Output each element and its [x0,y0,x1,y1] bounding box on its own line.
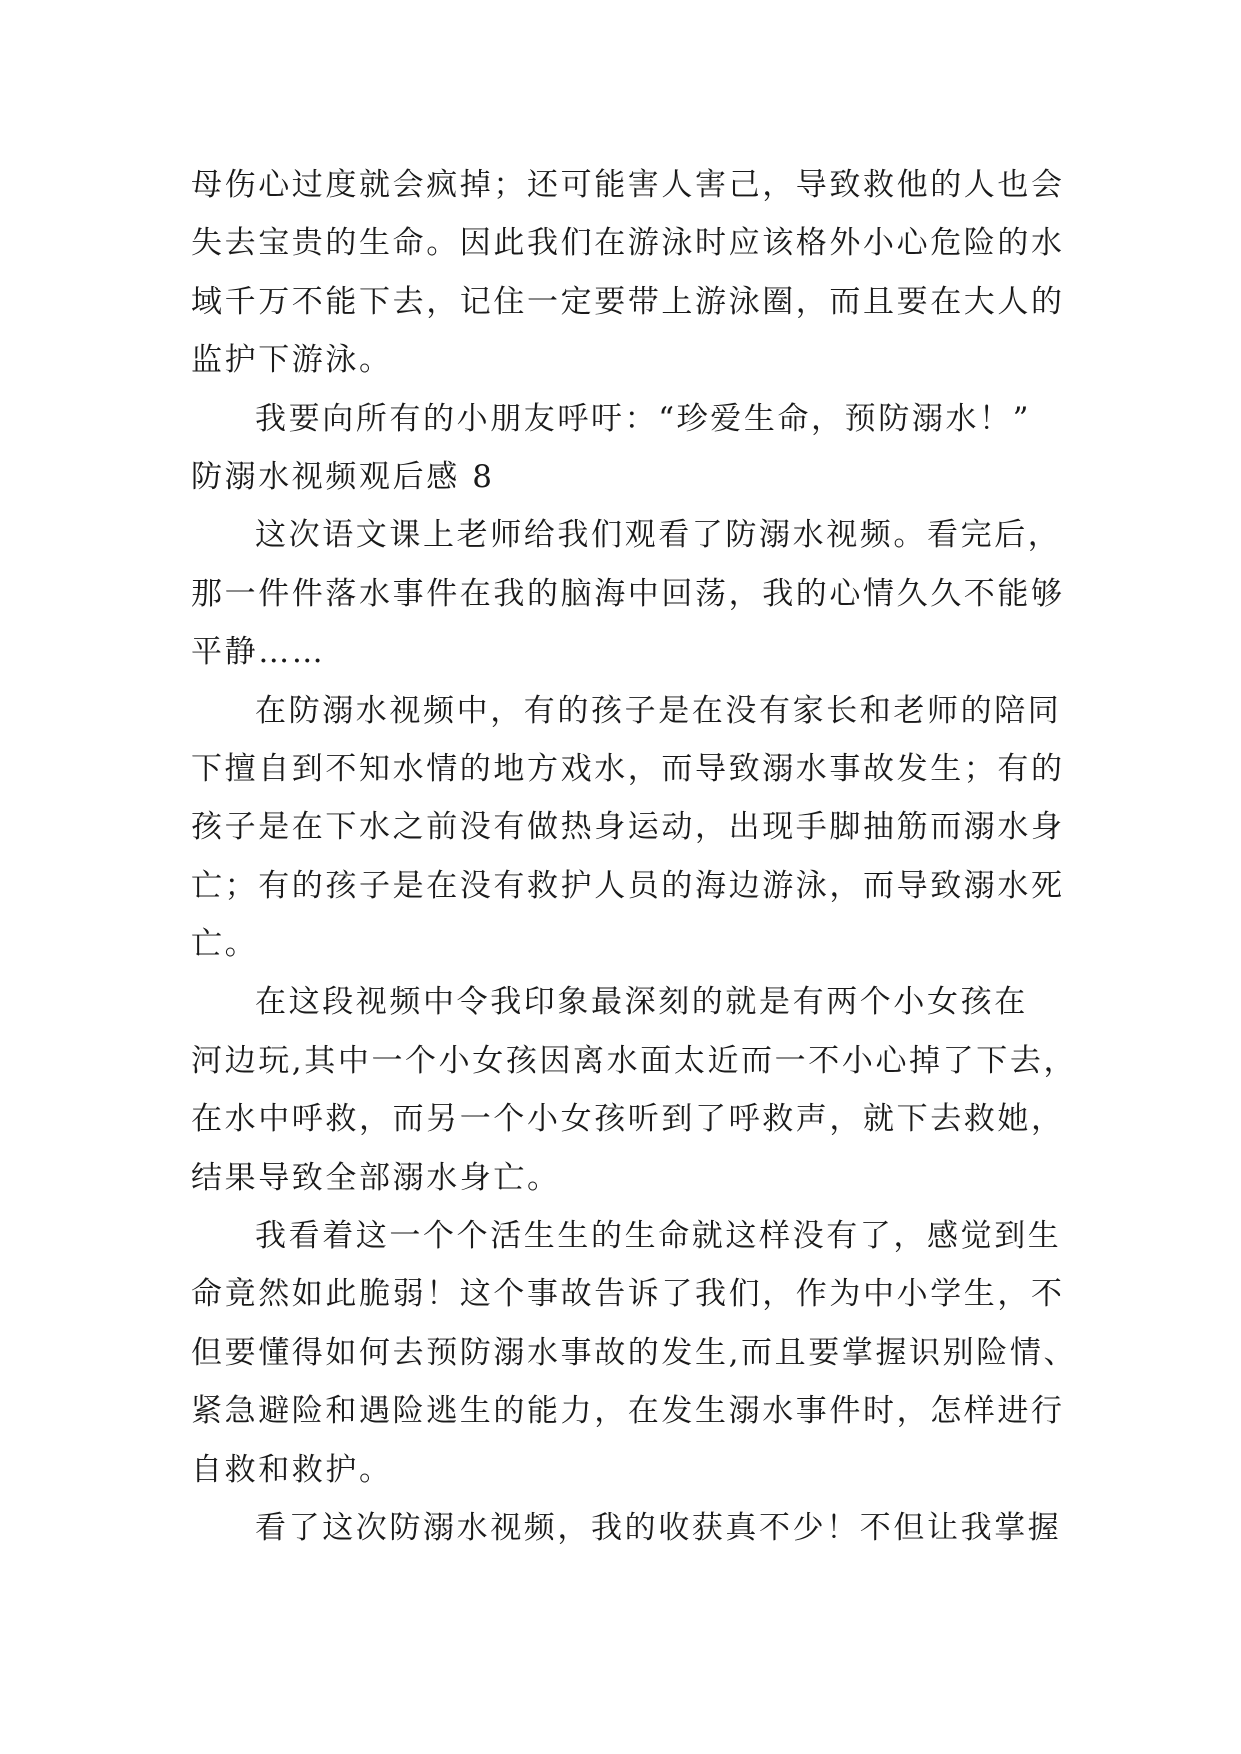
text-line: 那一件件落水事件在我的脑海中回荡，我的心情久久不能够 [191,575,1065,612]
text-line: 域千万不能下去，记住一定要带上游泳圈，而且要在大人的 [191,283,1065,320]
text-line: 监护下游泳。 [191,342,393,379]
text-line: 在防溺水视频中，有的孩子是在没有家长和老师的陪同 [255,692,1062,729]
text-line: 下擅自到不知水情的地方戏水，而导致溺水事故发生；有的 [191,750,1065,787]
text-line: 母伤心过度就会疯掉；还可能害人害己，导致救他的人也会 [191,167,1065,203]
text-line: 在水中呼救，而另一个小女孩听到了呼救声，就下去救她， [191,1101,1065,1138]
text-line: 亡。 [191,926,259,963]
text-line: 我看着这一个个活生生的生命就这样没有了，感觉到生 [255,1218,1062,1255]
text-line: 我要向所有的小朋友呼吁：“珍爱生命，预防溺水！” [255,400,1032,437]
text-line: 孩子是在下水之前没有做热身运动，出现手脚抽筋而溺水身 [191,809,1065,846]
text-line: 亡；有的孩子是在没有救护人员的海边游泳，而导致溺水死 [191,867,1065,904]
text-line: 失去宝贵的生命。因此我们在游泳时应该格外小心危险的水 [191,225,1065,262]
text-line: 平静…… [191,634,326,671]
text-line: 看了这次防溺水视频，我的收获真不少！不但让我掌握 [255,1509,1062,1546]
text-line: 结果导致全部溺水身亡。 [191,1159,561,1196]
document-body [191,156,1078,1557]
section-heading: 防溺水视频观后感 8 [191,458,495,495]
text-line: 但要懂得如何去预防溺水事故的发生,而且要掌握识别险情、 [191,1334,1078,1371]
text-line: 在这段视频中令我印象最深刻的就是有两个小女孩在 [255,984,1028,1021]
text-line: 这次语文课上老师给我们观看了防溺水视频。看完后， [255,517,1062,554]
text-line: 自救和救护。 [191,1451,393,1488]
text-line: 河边玩,其中一个小女孩因离水面太近而一不小心掉了下去， [191,1042,1078,1079]
text-line: 紧急避险和遇险逃生的能力，在发生溺水事件时，怎样进行 [191,1393,1065,1430]
text-line: 命竟然如此脆弱！这个事故告诉了我们，作为中小学生，不 [191,1276,1065,1313]
